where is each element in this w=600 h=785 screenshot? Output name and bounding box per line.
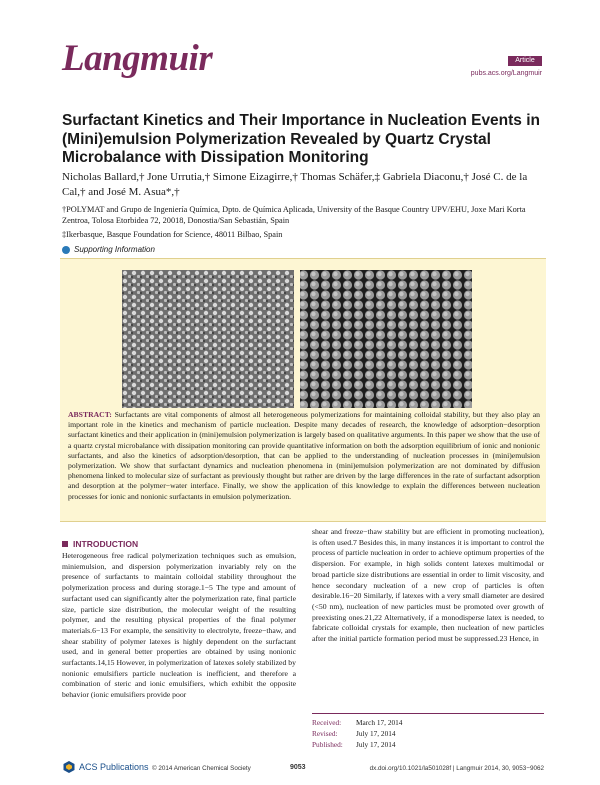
date-key: Published: — [312, 740, 343, 749]
intro-column-right: shear and freeze−thaw stability but are efficient in promoting nucleation), is often used.7 Besides this, in many instances it is important to control the process of particle nucleation in order to achieve optimum properties of the dispersion. For example, in high solids content latexes multimodal or broad particle size distributions are essential in order to limit viscosity, and hence secondary nucleation of a new crop of particles is often desirable.16−20 Similarly, if latexes with a very small diameter are desired (<50 nm), nucleation of new particles must be promoted over growth of preexisting ones.21,22 Alternatively, if a monodisperse latex is needed, to fabricate colloidal crystals for example, then nucleation of new particles after the initial particle formation period must be suppressed.23 Hence, in — [312, 527, 544, 644]
affiliation-1: †POLYMAT and Grupo de Ingeniería Química, Dpto. de Química Aplicada, University of the Basque Country UPV/EHU, Joxe Mari Korta Zentroa, Tolosa Etorbidea 72, 20018, Donostia/San Sebastián, Spain — [62, 205, 526, 225]
toc-graphic — [122, 270, 472, 408]
abstract — [68, 410, 540, 502]
article-type-badge: Article — [508, 56, 542, 66]
date-published — [312, 739, 544, 750]
author-list: Nicholas Ballard,† Jone Urrutia,† Simone Eizagirre,† Thomas Schäfer,‡ Gabriela Diaconu,† José C. de la Cal,† and José M. Asua*,† — [62, 171, 528, 198]
journal-logo: Langmuir — [62, 38, 213, 79]
date-key: Revised: — [312, 729, 338, 738]
supporting-information-link[interactable] — [62, 245, 155, 254]
date-value: July 17, 2014 — [356, 729, 396, 738]
doi-citation[interactable]: dx.doi.org/10.1021/la501028f | Langmuir 2014, 30, 9053−9062 — [369, 765, 544, 772]
abstract-text: Surfactants are vital components of almost all heterogeneous polymerizations for maintaining colloidal stability, but they also play an important role in the kinetics and mechanism of particle nucleation. Despite many decades of research, the knowledge of adsorption−desorption surfactant kinetics and their application in (mini)emulsion polymerization is largely based on qualitative arguments. In this paper we show that the use of a quartz crystal microbalance with dissipation monitoring can provide quantitative information on both the adsorption equilibrium of ionic and nonionic surfactants, and also the kinetics of adsorption/desorption, that can be applied to the understanding of nucleation processes in (mini)emulsion polymerization. We show that surfactant dynamics and nucleation phenomena in (mini)emulsion polymerization are not dominated by diffusion phenomena linked to molecular size of surfactant as previously thought but rather are driven by the large differences in the rate of surfactant adsorption and desorption at the polymer−water interface. Finally, we show the application of this knowledge to explain the differences between nucleation processes for ionic and nonionic surfactants in emulsion polymerization. — [68, 410, 541, 501]
affiliations — [62, 204, 544, 243]
supporting-info-icon — [62, 246, 70, 254]
section-square-icon — [62, 541, 68, 547]
sem-image-right — [300, 270, 472, 408]
abstract-label: ABSTRACT: — [68, 410, 112, 419]
publication-dates — [312, 713, 544, 750]
supporting-info-label: Supporting Information — [74, 245, 155, 254]
copyright: © 2014 American Chemical Society — [152, 765, 251, 772]
introduction-heading-text: INTRODUCTION — [73, 539, 139, 549]
acs-hexagon-icon — [62, 760, 76, 774]
date-value: March 17, 2014 — [356, 718, 403, 727]
date-value: July 17, 2014 — [356, 740, 396, 749]
page-number: 9053 — [290, 764, 306, 771]
journal-url[interactable]: pubs.acs.org/Langmuir — [470, 70, 542, 77]
sem-image-left — [122, 270, 294, 408]
date-received — [312, 717, 544, 728]
introduction-heading — [62, 539, 138, 549]
intro-column-left: Heterogeneous free radical polymerization techniques such as emulsion, miniemulsion, and dispersion polymerization invariably rely on the presence of surfactants to maintain colloidal stability throughout the polymerization process and during storage.1−5 The type and amount of surfactant used can significantly alter the polymerization rate, final particle size, particle size distribution, the molecular weight of the resulting polymer, and the resulting physical properties of the final polymer materials.6−13 For example, the sensitivity to electrolyte, freeze−thaw, and shear stability of polymer latexes is highly dependent on the surfactant used, and in general better properties are obtained by using nonionic surfactants.14,15 However, in polymerization of latexes solely stabilized by nonionic emulsifiers particle nucleation is inefficient, and therefore a combination of steric and ionic emulsifiers, which exhibit the opposite behavior (ionic emulsifiers provide poor — [62, 551, 296, 700]
acs-publications-logo[interactable] — [62, 760, 149, 774]
affiliation-2: ‡Ikerbasque, Basque Foundation for Science, 48011 Bilbao, Spain — [62, 230, 283, 239]
article-title: Surfactant Kinetics and Their Importance in Nucleation Events in (Mini)emulsion Polymerization Revealed by Quartz Crystal Microbalance with Dissipation Monitoring — [62, 112, 541, 166]
date-revised — [312, 728, 544, 739]
date-key: Received: — [312, 718, 342, 727]
publisher-name: ACS Publications — [79, 762, 149, 772]
